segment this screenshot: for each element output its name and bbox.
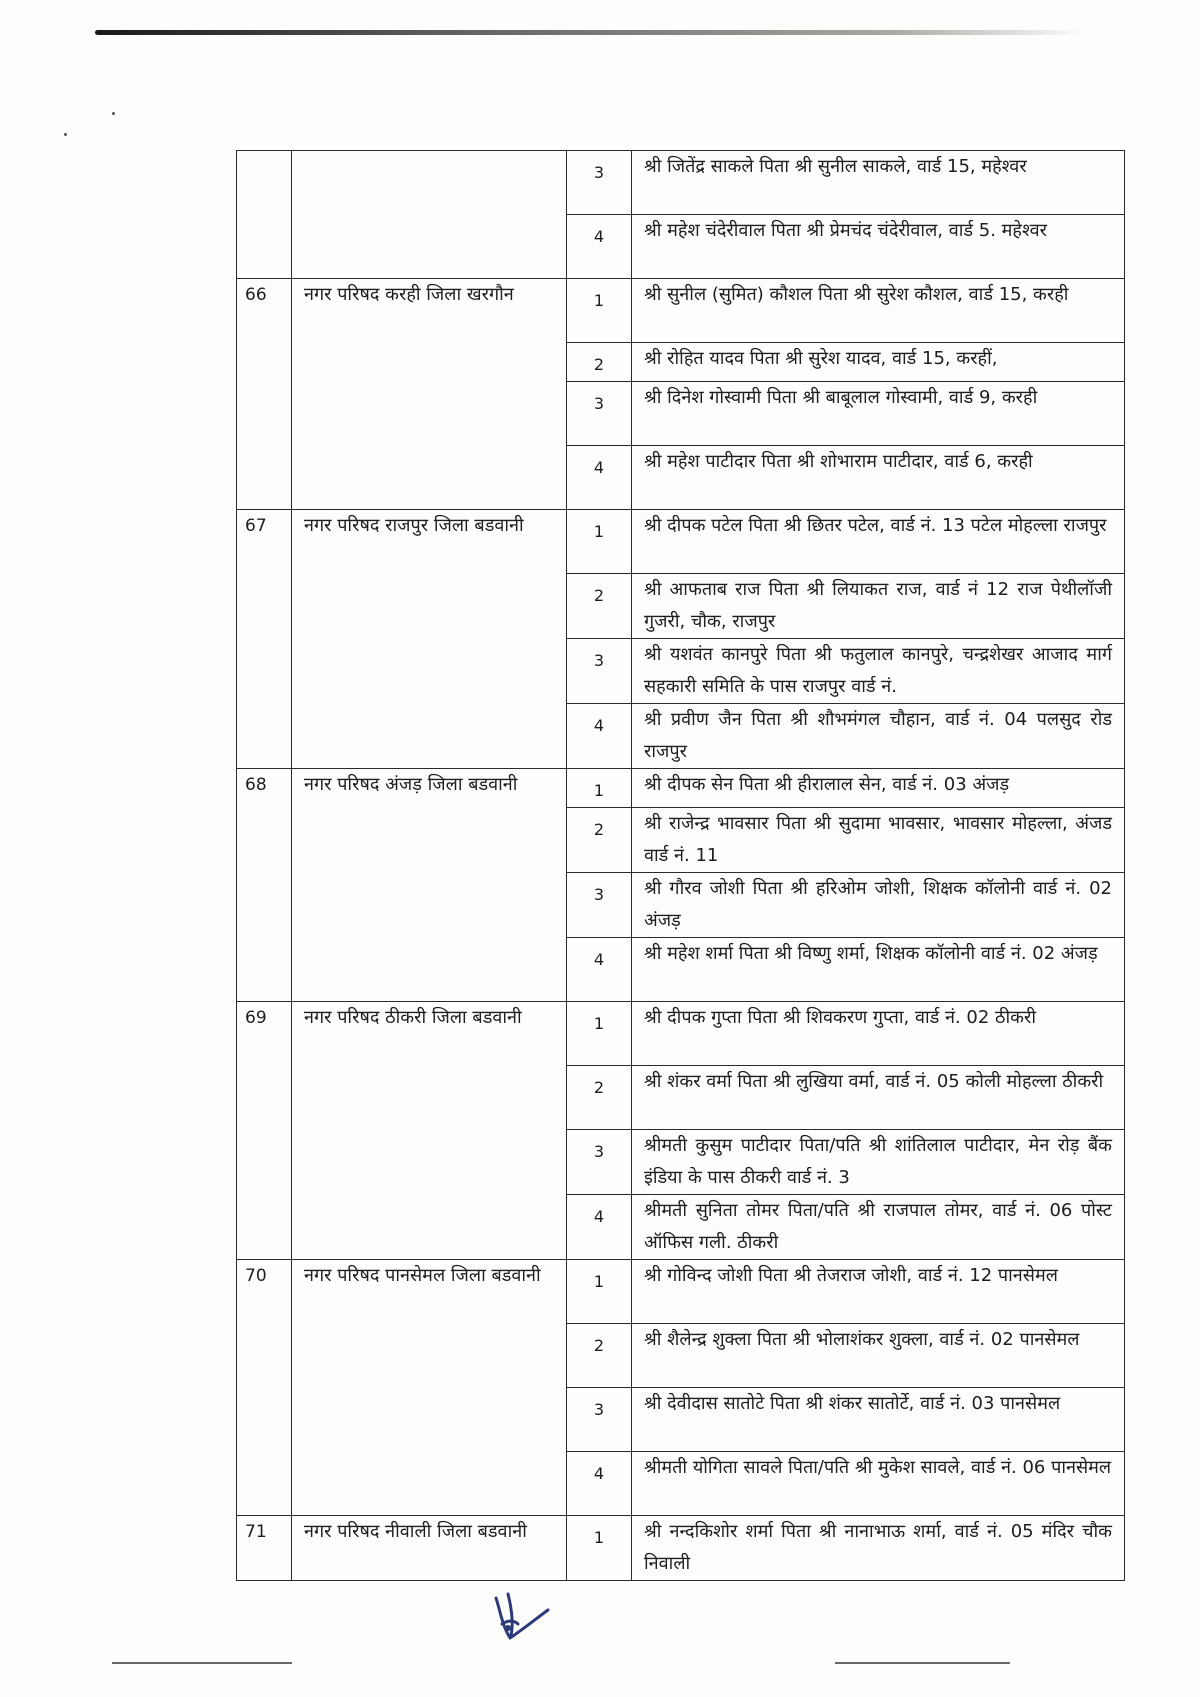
member-name-cell: श्री प्रवीण जैन पिता श्री शौभमंगल चौहान, वार्ड नं. 04 पलसुद रोड राजपुर <box>632 704 1125 769</box>
member-number-cell: 1 <box>567 769 632 808</box>
member-name-cell: श्री गौरव जोशी पिता श्री हरिओम जोशी, शिक्षक कॉलोनी वार्ड नं. 02 अंजड़ <box>632 873 1125 938</box>
serial-number-cell: 69 <box>237 1002 292 1260</box>
municipal-body-cell: नगर परिषद राजपुर जिला बडवानी <box>292 510 567 769</box>
member-number-cell: 3 <box>567 382 632 446</box>
member-name-cell: श्रीमती योगिता सावले पिता/पति श्री मुकेश सावले, वार्ड नं. 06 पानसेमल <box>632 1452 1125 1516</box>
member-number-cell: 3 <box>567 639 632 704</box>
member-number-cell: 1 <box>567 279 632 343</box>
member-name-cell: श्री देवीदास सातोटे पिता श्री शंकर सातोर्टे, वार्ड नं. 03 पानसेमल <box>632 1388 1125 1452</box>
member-name-cell: श्री जितेंद्र साकले पिता श्री सुनील साकले, वार्ड 15, महेश्वर <box>632 151 1125 215</box>
member-name-cell: श्री गोविन्द जोशी पिता श्री तेजराज जोशी, वार्ड नं. 12 पानसेमल <box>632 1260 1125 1324</box>
table-row <box>237 1002 1125 1066</box>
member-number-cell: 3 <box>567 1130 632 1195</box>
municipal-body-cell: नगर परिषद नीवाली जिला बडवानी <box>292 1516 567 1581</box>
member-number-cell: 4 <box>567 1452 632 1516</box>
table-row <box>237 510 1125 574</box>
scan-edge-top <box>95 30 1085 35</box>
member-number-cell: 2 <box>567 808 632 873</box>
signature-mark <box>482 1580 552 1650</box>
member-number-cell: 1 <box>567 510 632 574</box>
member-number-cell: 4 <box>567 938 632 1002</box>
member-name-cell: श्रीमती कुसुम पाटीदार पिता/पति श्री शांतिलाल पाटीदार, मेन रोड़ बैंक इंडिया के पास ठीकरी वार्ड नं. 3 <box>632 1130 1125 1195</box>
member-name-cell: श्री शैलेन्द्र शुक्ला पिता श्री भोलाशंकर शुक्ला, वार्ड नं. 02 पानसेमल <box>632 1324 1125 1388</box>
records-table-body <box>237 151 1125 1581</box>
member-name-cell: श्री दीपक पटेल पिता श्री छितर पटेल, वार्ड नं. 13 पटेल मोहल्ला राजपुर <box>632 510 1125 574</box>
municipal-body-cell <box>292 151 567 279</box>
member-number-cell: 2 <box>567 1066 632 1130</box>
member-name-cell: श्री दिनेश गोस्वामी पिता श्री बाबूलाल गोस्वामी, वार्ड 9, करही <box>632 382 1125 446</box>
member-name-cell: श्री रोहित यादव पिता श्री सुरेश यादव, वार्ड 15, करहीं, <box>632 343 1125 382</box>
serial-number-cell: 67 <box>237 510 292 769</box>
scan-speck <box>112 112 115 115</box>
serial-number-cell: 66 <box>237 279 292 510</box>
table-row <box>237 151 1125 215</box>
member-name-cell: श्री महेश शर्मा पिता श्री विष्णु शर्मा, शिक्षक कॉलोनी वार्ड नं. 02 अंजड़ <box>632 938 1125 1002</box>
member-number-cell: 4 <box>567 446 632 510</box>
member-number-cell: 4 <box>567 704 632 769</box>
records-table <box>236 150 1125 1581</box>
member-name-cell: श्री शंकर वर्मा पिता श्री लुखिया वर्मा, वार्ड नं. 05 कोली मोहल्ला ठीकरी <box>632 1066 1125 1130</box>
serial-number-cell: 70 <box>237 1260 292 1516</box>
table-row <box>237 1260 1125 1324</box>
member-name-cell: श्री नन्दकिशोर शर्मा पिता श्री नानाभाऊ शर्मा, वार्ड नं. 05 मंदिर चौक निवाली <box>632 1516 1125 1581</box>
member-name-cell: श्री सुनील (सुमित) कौशल पिता श्री सुरेश कौशल, वार्ड 15, करही <box>632 279 1125 343</box>
serial-number-cell: 71 <box>237 1516 292 1581</box>
scan-speck <box>64 133 67 136</box>
member-number-cell: 2 <box>567 343 632 382</box>
scan-edge-bottom-left <box>112 1662 292 1664</box>
member-name-cell: श्री राजेन्द्र भावसार पिता श्री सुदामा भावसार, भावसार मोहल्ला, अंजड वार्ड नं. 11 <box>632 808 1125 873</box>
member-number-cell: 3 <box>567 873 632 938</box>
member-number-cell: 3 <box>567 1388 632 1452</box>
municipal-body-cell: नगर परिषद करही जिला खरगौन <box>292 279 567 510</box>
member-number-cell: 4 <box>567 215 632 279</box>
municipal-body-cell: नगर परिषद ठीकरी जिला बडवानी <box>292 1002 567 1260</box>
municipal-body-cell: नगर परिषद अंजड़ जिला बडवानी <box>292 769 567 1002</box>
member-name-cell: श्री दीपक सेन पिता श्री हीरालाल सेन, वार्ड नं. 03 अंजड़ <box>632 769 1125 808</box>
member-name-cell: श्री महेश पाटीदार पिता श्री शोभाराम पाटीदार, वार्ड 6, करही <box>632 446 1125 510</box>
member-name-cell: श्री यशवंत कानपुरे पिता श्री फतुलाल कानपुरे, चन्द्रशेखर आजाद मार्ग सहकारी समिति के पास राजपुर वार्ड नं. <box>632 639 1125 704</box>
table-row <box>237 1516 1125 1581</box>
member-name-cell: श्री दीपक गुप्ता पिता श्री शिवकरण गुप्ता, वार्ड नं. 02 ठीकरी <box>632 1002 1125 1066</box>
member-number-cell: 2 <box>567 1324 632 1388</box>
member-number-cell: 3 <box>567 151 632 215</box>
table-row <box>237 279 1125 343</box>
scan-edge-bottom-right <box>835 1662 1010 1664</box>
member-number-cell: 1 <box>567 1260 632 1324</box>
serial-number-cell: 68 <box>237 769 292 1002</box>
table-row <box>237 769 1125 808</box>
municipal-body-cell: नगर परिषद पानसेमल जिला बडवानी <box>292 1260 567 1516</box>
member-number-cell: 2 <box>567 574 632 639</box>
serial-number-cell <box>237 151 292 279</box>
member-number-cell: 1 <box>567 1002 632 1066</box>
member-name-cell: श्री आफताब राज पिता श्री लियाकत राज, वार्ड नं 12 राज पेथीलॉजी गुजरी, चौक, राजपुर <box>632 574 1125 639</box>
member-number-cell: 1 <box>567 1516 632 1581</box>
member-number-cell: 4 <box>567 1195 632 1260</box>
member-name-cell: श्रीमती सुनिता तोमर पिता/पति श्री राजपाल तोमर, वार्ड नं. 06 पोस्ट ऑफिस गली. ठीकरी <box>632 1195 1125 1260</box>
member-name-cell: श्री महेश चंदेरीवाल पिता श्री प्रेमचंद चंदेरीवाल, वार्ड 5. महेश्वर <box>632 215 1125 279</box>
